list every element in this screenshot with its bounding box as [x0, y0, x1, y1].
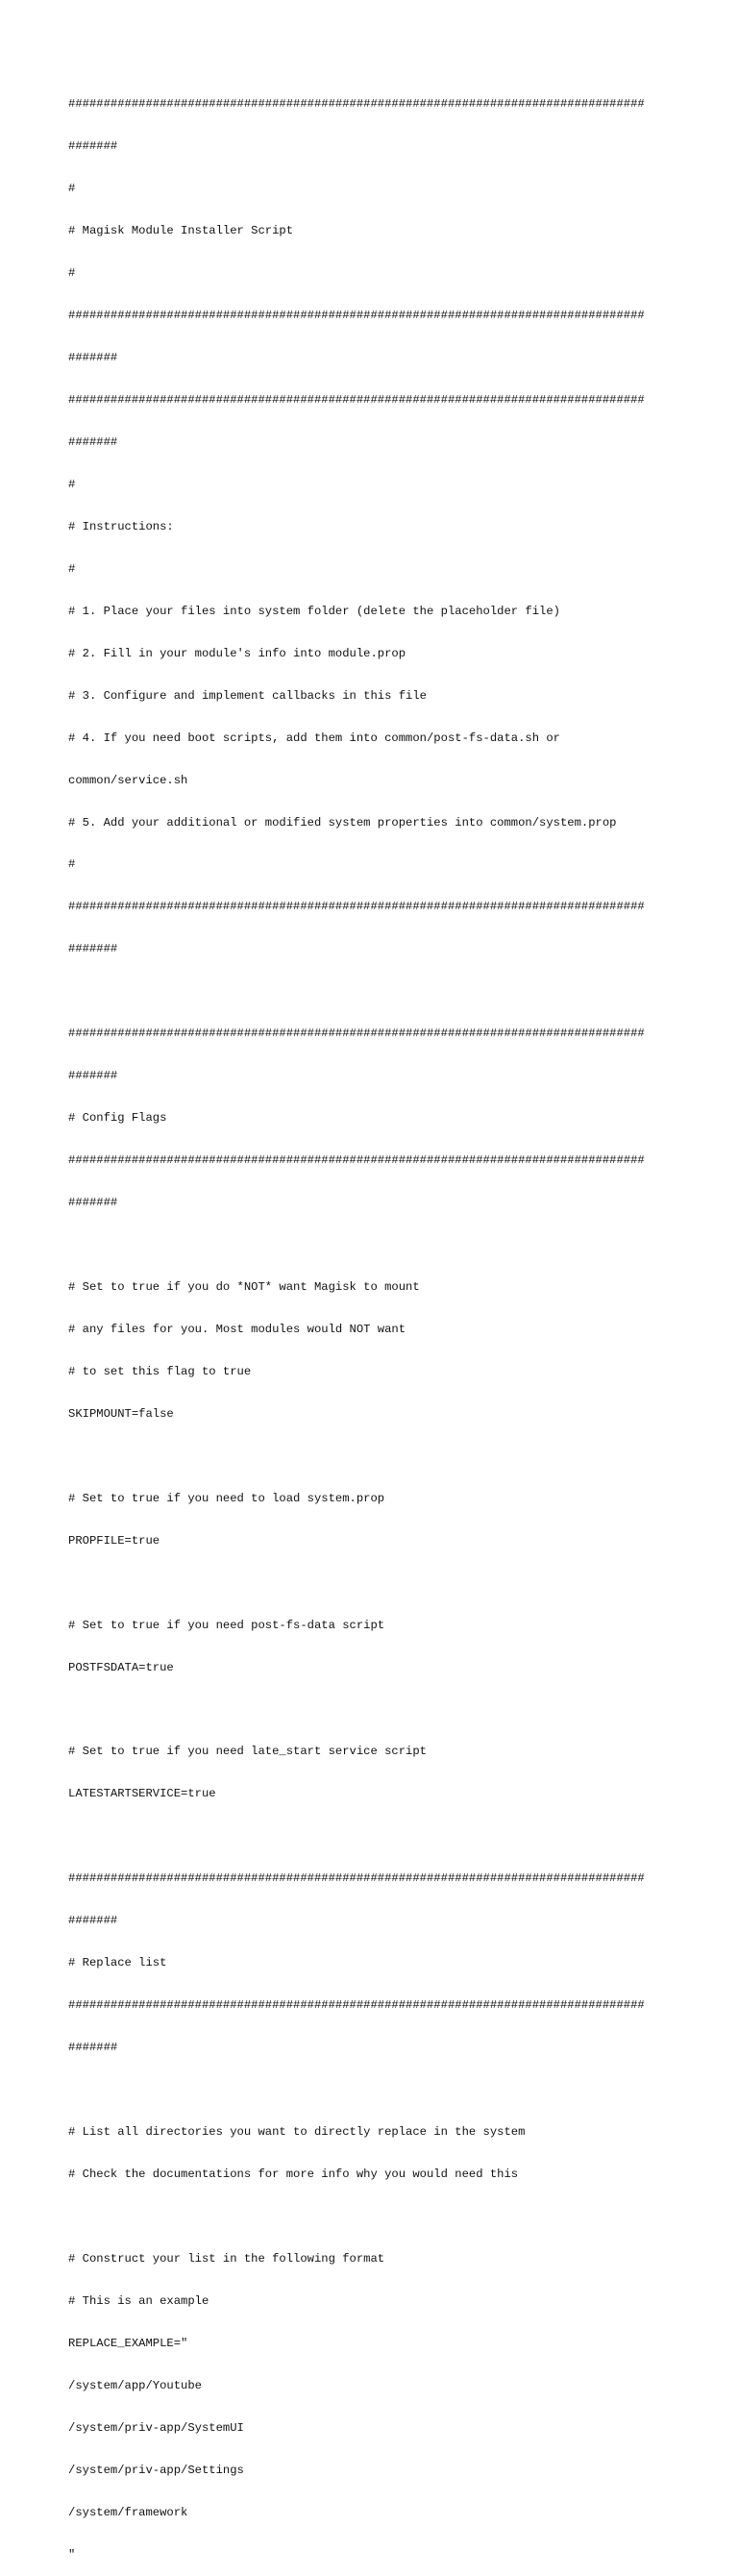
separator-line: ##################################################################################: [68, 392, 645, 407]
section-heading-config-flags: # Config Flags: [68, 1111, 167, 1126]
comment-line: #: [68, 266, 76, 281]
blank-line: [68, 1829, 645, 1844]
separator-line-wrap: #######: [68, 2041, 118, 2055]
blank-line: [68, 984, 645, 999]
comment-line: #: [68, 477, 76, 491]
flag-postfsdata: POSTFSDATA=true: [68, 1660, 174, 1674]
replace-path: /system/app/Youtube: [68, 2378, 202, 2392]
separator-line-wrap: #######: [68, 351, 118, 365]
section-heading-instructions: # Instructions:: [68, 519, 174, 533]
replace-path: /system/priv-app/SystemUI: [68, 2420, 244, 2435]
comment-line: # Set to true if you need to load system.prop: [68, 1491, 385, 1505]
comment-line: # Check the documentations for more info why you would need this: [68, 2167, 519, 2182]
separator-line: ##################################################################################: [68, 1871, 645, 1886]
comment-line: # This is an example: [68, 2293, 209, 2308]
blank-line: [68, 1238, 645, 1252]
script-document: [68, 69, 645, 2576]
comment-line: # Set to true if you need post-fs-data script: [68, 1618, 385, 1632]
separator-line: ##################################################################################: [68, 1027, 645, 1041]
replace-example-close: ": [68, 2547, 76, 2562]
blank-line: [68, 1703, 645, 1718]
instruction-item: # 3. Configure and implement callbacks in this file: [68, 688, 427, 703]
section-heading-replace-list: # Replace list: [68, 1956, 167, 1970]
separator-line: ##################################################################################: [68, 309, 645, 323]
blank-line: [68, 1576, 645, 1591]
document-title: # Magisk Module Installer Script: [68, 224, 294, 238]
comment-line: # any files for you. Most modules would NOT want: [68, 1322, 406, 1336]
separator-line-wrap: #######: [68, 139, 118, 154]
instruction-item: # 2. Fill in your module's info into module.prop: [68, 646, 406, 660]
comment-line: # Set to true if you need late_start service script: [68, 1745, 427, 1759]
separator-line-wrap: #######: [68, 942, 118, 956]
flag-skipmount: SKIPMOUNT=false: [68, 1406, 174, 1421]
separator-line-wrap: #######: [68, 1196, 118, 1210]
blank-line: [68, 2210, 645, 2224]
separator-line: ##################################################################################: [68, 900, 645, 914]
replace-path: /system/framework: [68, 2505, 188, 2519]
comment-line: # Construct your list in the following format: [68, 2251, 385, 2266]
flag-latestartservice: LATESTARTSERVICE=true: [68, 1787, 216, 1801]
comment-line: #: [68, 857, 76, 872]
instruction-item: # 5. Add your additional or modified system properties into common/system.prop: [68, 815, 617, 830]
separator-line-wrap: #######: [68, 434, 118, 449]
separator-line-wrap: #######: [68, 1914, 118, 1928]
comment-line: #: [68, 182, 76, 196]
separator-line: ##################################################################################: [68, 97, 645, 111]
comment-line: #: [68, 561, 76, 576]
comment-line: # List all directories you want to directly replace in the system: [68, 2125, 526, 2140]
instruction-item-wrap: common/service.sh: [68, 773, 188, 787]
instruction-item: # 1. Place your files into system folder (delete the placeholder file): [68, 604, 560, 618]
blank-line: [68, 2083, 645, 2097]
flag-propfile: PROPFILE=true: [68, 1533, 160, 1548]
separator-line: ##################################################################################: [68, 1153, 645, 1168]
separator-line: ##################################################################################: [68, 1998, 645, 2013]
instruction-item: # 4. If you need boot scripts, add them into common/post-fs-data.sh or: [68, 731, 560, 745]
replace-path: /system/priv-app/Settings: [68, 2463, 244, 2477]
comment-line: # to set this flag to true: [68, 1364, 252, 1378]
comment-line: # Set to true if you do *NOT* want Magisk to mount: [68, 1280, 420, 1294]
blank-line: [68, 1449, 645, 1464]
replace-example-declaration: REPLACE_EXAMPLE=": [68, 2336, 188, 2350]
separator-line-wrap: #######: [68, 1069, 118, 1083]
